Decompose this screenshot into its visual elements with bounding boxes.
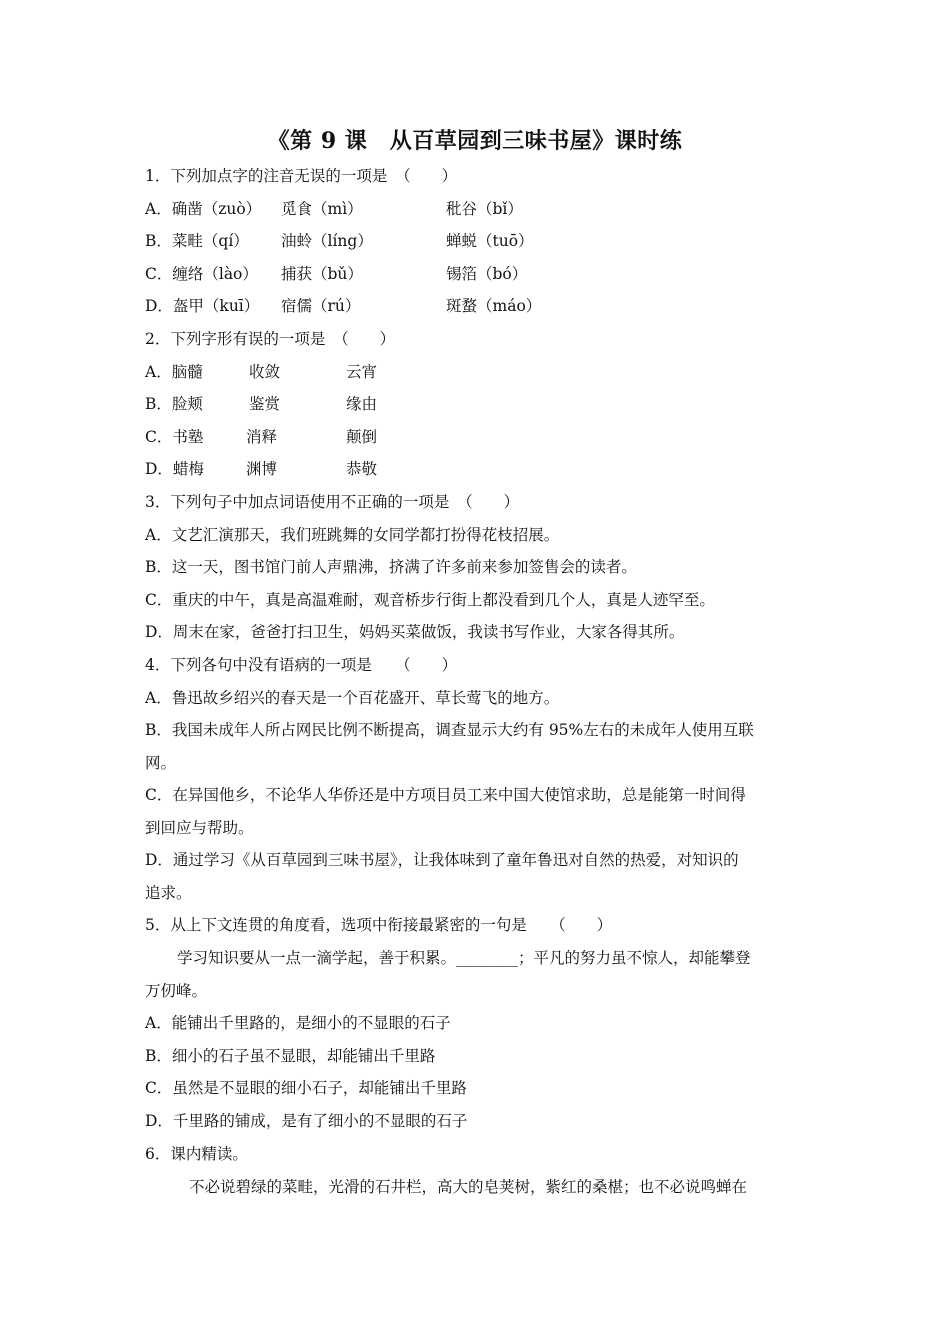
q2-option-a-item2: 收敛 [249, 363, 281, 381]
q1-option-c: C．缠络（lào） [145, 265, 258, 283]
q5-option-b: B．细小的石子虽不显眼，却能铺出千里路 [145, 1047, 436, 1065]
q5-option-a: A．能铺出千里路的，是细小的不显眼的石子 [145, 1014, 451, 1032]
question-6-stem: 6．课内精读。 [145, 1145, 248, 1163]
q1-option-a: A．确凿（zuò） [145, 200, 262, 218]
q2-option-d-item3: 恭敬 [346, 460, 378, 478]
q2-option-a: A．脑髓 [145, 363, 203, 381]
q2-option-c-item3: 颠倒 [346, 428, 378, 446]
question-1-stem: 1．下列加点字的注音无误的一项是 （ ） [145, 167, 458, 185]
page-title: 《第 9 课 从百草园到三味书屋》课时练 [267, 128, 683, 154]
q4-option-b-continued: 网。 [145, 754, 177, 772]
q4-option-a: A．鲁迅故乡绍兴的春天是一个百花盛开、草长莺飞的地方。 [145, 689, 560, 707]
q1-option-b-item3: 蝉蜕（tuō） [446, 232, 534, 250]
q1-option-a-item2: 觅食（mì） [281, 200, 363, 218]
q2-option-b-item2: 鉴赏 [249, 395, 281, 413]
q5-passage: 学习知识要从一点一滴学起，善于积累。________；平凡的努力虽不惊人，却能攀登 [177, 949, 751, 967]
q5-option-c: C．虽然是不显眼的细小石子，却能铺出千里路 [145, 1079, 467, 1097]
q1-option-b-item2: 油蛉（líng） [281, 232, 373, 250]
q4-option-d-continued: 追求。 [145, 884, 192, 902]
q2-option-b: B．脸颊 [145, 395, 203, 413]
q6-passage: 不必说碧绿的菜畦，光滑的石井栏，高大的皂荚树，紫红的桑椹；也不必说鸣蝉在 [189, 1178, 748, 1196]
q2-option-a-item3: 云宵 [346, 363, 378, 381]
q2-option-d: D．蜡梅 [145, 460, 204, 478]
q4-option-b: B．我国未成年人所占网民比例不断提高，调查显示大约有 95%左右的未成年人使用互联 [145, 721, 754, 739]
question-3-stem: 3．下列句子中加点词语使用不正确的一项是 （ ） [145, 493, 520, 511]
question-2-stem: 2．下列字形有误的一项是 （ ） [145, 330, 396, 348]
q1-option-c-item2: 捕获（bǔ） [281, 265, 363, 283]
q2-option-d-item2: 渊博 [246, 460, 278, 478]
q3-option-b: B．这一天，图书馆门前人声鼎沸，挤满了许多前来参加签售会的读者。 [145, 558, 637, 576]
q5-passage-continued: 万仞峰。 [145, 982, 208, 1000]
q2-option-c: C．书塾 [145, 428, 204, 446]
q4-option-c-continued: 到回应与帮助。 [145, 819, 254, 837]
q1-option-b: B．菜畦（qí） [145, 232, 249, 250]
question-5-stem: 5．从上下文连贯的角度看，选项中衔接最紧密的一句是 （ ） [145, 916, 613, 934]
q1-option-a-item3: 秕谷（bǐ） [446, 200, 523, 218]
q1-option-d: D．盔甲（kuī） [145, 297, 260, 315]
q3-option-c: C．重庆的中午，真是高温难耐，观音桥步行街上都没看到几个人，真是人迹罕至。 [145, 591, 715, 609]
q4-option-d: D．通过学习《从百草园到三味书屋》，让我体味到了童年鲁迅对自然的热爱，对知识的 [145, 851, 739, 869]
q4-option-c: C．在异国他乡，不论华人华侨还是中方项目员工来中国大使馆求助，总是能第一时间得 [145, 786, 746, 804]
q3-option-a: A．文艺汇演那天，我们班跳舞的女同学都打扮得花枝招展。 [145, 526, 560, 544]
q3-option-d: D．周末在家，爸爸打扫卫生，妈妈买菜做饭，我读书写作业，大家各得其所。 [145, 623, 685, 641]
q2-option-b-item3: 缘由 [346, 395, 378, 413]
question-4-stem: 4．下列各句中没有语病的一项是 （ ） [145, 656, 458, 674]
q1-option-d-item2: 宿儒（rú） [281, 297, 361, 315]
q2-option-c-item2: 消释 [246, 428, 278, 446]
q1-option-c-item3: 锡箔（bó） [446, 265, 528, 283]
q5-option-d: D．千里路的铺成，是有了细小的不显眼的石子 [145, 1112, 468, 1130]
q1-option-d-item3: 斑蝥（máo） [446, 297, 542, 315]
